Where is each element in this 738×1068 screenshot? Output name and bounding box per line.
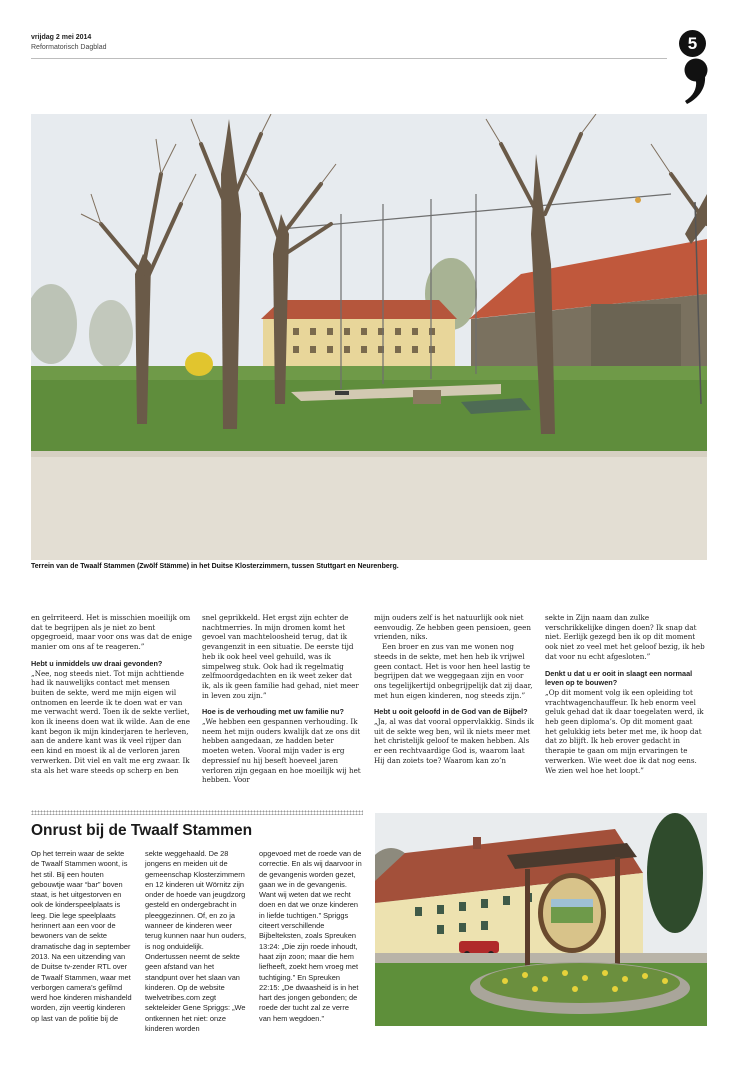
inn-photo [375, 813, 707, 1026]
article-column-1 [31, 613, 192, 775]
main-photo [31, 114, 707, 560]
article-paragraph: „Op dit moment volg ik een opleiding tot vrachtwagenchauffeur. Ik heb enorm veel geluk gehad dat ik daar toegelaten werd, ik heb geen diploma’s. Op dit moment gaat het gelukkig iets beter met me, ik hoop dat dat zo blijft. Ik heb erover gedacht in therapie te gaan om mijn ervaringen te verwerken. Wie weet doe ik dat nog eens. We zien wel hoe het loopt.” [545, 687, 704, 775]
article-column-4 [545, 613, 706, 775]
sidebar-paragraph: sekte weggehaald. De 28 jongens en meiden uit de gemeenschap Klosterzimmern en 12 kinderen uit Wörnitz zijn onder de hoede van jeugdzorg gesteld en ondergebracht in pleeggezinnen. Of, en zo ja wanneer de kinderen weer terug kunnen naar hun ouders, is nog onduidelijk. Ondertussen neemt de sekte geen afstand van het standpunt over het slaan van kinderen. Op de website twelvetribes.com zegt sekteleider Gene Spriggs: „We ontkennen het niet: onze kinderen worden [145, 849, 247, 1034]
article-paragraph: „Nee, nog steeds niet. Tot mijn achttiende had ik nauwelijks contact met mensen buiten de sekte, werd me mijn eigen wil ontnomen en leerde ik te doen wat er van me verwacht werd. Toen ik de sekte verliet, kon ik ineens doen wat ik wilde. Aan de ene kant begon ik mijn kinderjaren te herleven, aan de andere kant was ik veel rijper dan een kind en moest ik al de verloren jaren verwerken. Dit viel en valt me erg zwaar. Ik sta als het ware steeds op scherp en ben [31, 668, 191, 775]
page-number: 5 [679, 30, 706, 57]
interview-question: Hoe is de verhouding met uw familie nu? [202, 707, 344, 717]
article-paragraph: „We hebben een gespannen verhouding. Ik neem het mijn ouders kwalijk dat ze ons dit hebben aangedaan, ze hadden beter moeten weten. Vooral mijn vader is erg depressief nu hij beseft hoeveel jaren verloren zijn gegaan en hoe moeilijk wij het hebben. Voor [202, 717, 361, 785]
sidebar-column-1 [31, 849, 134, 1024]
article-column-3 [374, 613, 535, 766]
sidebar-paragraph: Op het terrein waar de sekte de Twaalf Stammen woont, is het stil. Bij een houten gebouwtje waar “bar” boven staat, is het uitgestorven en ook de kinderspeelplaats is leeg. Die lege speelplaats herinnert aan een voor de bewoners van de sekte dramatische dag in september 2013. Na een uitzending van de Duitse tv-zender RTL over de Twaalf Stammen, waar met verborgen camera’s gefilmd werd hoe kinderen mishandeld worden, zijn veertig kinderen op last van de politie bij de [31, 849, 132, 1023]
dotted-divider [31, 810, 363, 815]
article-paragraph: mijn ouders zelf is het natuurlijk ook niet eenvoudig. Ze hebben geen pensioen, geen vrienden, niks. [374, 613, 531, 642]
article-paragraph: snel geprikkeld. Het ergst zijn echter de nachtmerries. In mijn dromen komt het gevoel van machteloosheid terug, dat ik gevangenzit in een situatie. De eerste tijd heb ik ook heel veel gehuild, was ik simpelweg stuk. Ook had ik regelmatig zelfmoordgedachten en ik weet zeker dat ik, als ik geen familie had gehad, niet meer in leven zou zijn.” [202, 613, 359, 700]
article-column-2 [202, 613, 363, 785]
comma-logo-icon [683, 58, 709, 106]
header-rule [31, 58, 667, 59]
article-paragraph: „Ja, al was dat vooral oppervlakkig. Sinds ik uit de sekte weg ben, wil ik niets meer met het christelijk geloof te maken hebben. Als er een rechtvaardige God is, waarom laat Hij dan zoiets toe? Waarom kan zo’n [374, 717, 534, 765]
article-paragraph: Een broer en zus van me wonen nog steeds in de sekte, met hen heb ik vrijwel geen contact. Het is voor hen heel lastig te begrijpen dat we weggegaan zijn en voor ons tegelijkertijd onbegrijpelijk dat zij daar, met hun eigen kinderen, nog steeds zijn.” [374, 642, 533, 700]
interview-question: Denkt u dat u er ooit in slaagt een normaal leven op te bouwen? [545, 668, 693, 688]
newspaper-name: Reformatorisch Dagblad [31, 44, 107, 51]
issue-date: vrijdag 2 mei 2014 [31, 34, 92, 41]
sidebar-paragraph: opgevoed met de roede van de correctie. En als wij daarvoor in de gevangenis worden gezet, gaan we in de gevangenis. Want wij weten dat we recht doen en dat we onze kinderen in liefde tuchtigen.” Spriggs citeert verschillende Bijbelteksten, zoals Spreuken 13:24: „Die zijn roede inhoudt, haat zijn zoon; maar die hem liefheeft, zoekt hem vroeg met tuchtiging.” En Spreuken 22:15: „De dwaasheid is in het hart des jongen gebonden; de roede der tucht zal ze verre van hem wegdoen.” [259, 849, 362, 1023]
sidebar-column-2 [145, 849, 248, 1034]
main-photo-illustration [31, 114, 707, 560]
article-paragraph: en geïrriteerd. Het is misschien moeilijk om dat te begrijpen als je niet zo bent opgegroeid, maar voor ons was dat de enige manier om ons af te reageren.” [31, 613, 192, 652]
article-paragraph: sekte in Zijn naam dan zulke verschrikkelijke dingen doen? Ik snap dat niet. Eerlijk gezegd ben ik op dit moment ook niet zo veel met het geloof bezig, ik heb dat voor nu echt afgesloten.” [545, 613, 705, 661]
interview-question: Hebt u ooit geloofd in de God van de Bijbel? [374, 707, 528, 717]
inn-photo-illustration [375, 813, 707, 1026]
photo-caption: Terrein van de Twaalf Stammen (Zwölf Stämme) in het Duitse Klosterzimmern, tussen Stuttgart en Neurenberg. [31, 563, 399, 570]
sidebar-title: Onrust bij de Twaalf Stammen [31, 822, 253, 839]
interview-question: Hebt u inmiddels uw draai gevonden? [31, 658, 163, 668]
sidebar-column-3 [259, 849, 362, 1024]
